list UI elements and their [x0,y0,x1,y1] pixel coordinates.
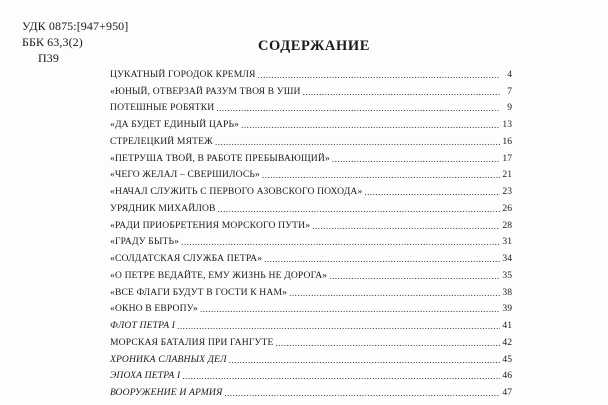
toc-leader-dots [289,287,500,299]
toc-page-number: 17 [502,152,512,164]
toc-leader-dots [264,253,500,265]
toc-entry-title: ВООРУЖЕНИЕ И АРМИЯ [110,387,223,398]
toc-entry-title: «СОЛДАТСКАЯ СЛУЖБА ПЕТРА» [110,253,263,264]
toc-page-number: 9 [507,102,512,114]
toc-leader-dots [329,270,500,282]
toc-page-number: 4 [507,68,512,80]
toc-entry-title: «РАДИ ПРИОБРЕТЕНИЯ МОРСКОГО ПУТИ» [110,219,311,231]
toc-entry-title: УРЯДНИК МИХАЙЛОВ [110,202,216,214]
toc-page-number: 38 [502,286,512,298]
toc-entry-title: ФЛОТ ПЕТРА I [110,320,176,331]
toc-page-number: 7 [507,85,512,97]
toc-page-number: 46 [502,370,512,382]
toc-leader-dots [303,86,500,98]
toc-entry-title: «НАЧАЛ СЛУЖИТЬ С ПЕРВОГО АЗОВСКОГО ПОХОДА» [110,186,363,197]
toc-entry-title: МОРСКАЯ БАТАЛИЯ ПРИ ГАНГУТЕ [110,336,274,348]
page-title: СОДЕРЖАНИЕ [257,38,371,54]
toc-leader-dots [258,69,500,81]
toc-entry-title: «ЧЕГО ЖЕЛАЛ – СВЕРШИЛОСЬ» [110,169,260,181]
toc-entry-title: ХРОНИКА СЛАВНЫХ ДЕЛ [110,353,227,365]
toc-leader-dots [241,119,500,131]
toc-entry-title: «ДА БУДЕТ ЕДИНЫЙ ЦАРЬ» [110,119,240,130]
toc-entry [110,181,512,198]
toc-leader-dots [224,387,500,399]
toc-page-number: 13 [502,119,512,130]
toc-leader-dots [181,236,500,248]
toc-page-number: 39 [502,303,512,315]
toc-entry [110,198,512,215]
toc-page-number: 23 [502,186,512,197]
toc-entry-title: «ПЕТРУША ТВОЙ, В РАБОТЕ ПРЕБЫВАЮЩИЙ» [110,152,330,164]
toc-page-number: 28 [502,219,512,231]
toc-leader-dots [200,303,500,315]
bbk-code: ББК 63,3(2) [22,35,83,49]
toc-entry [110,332,512,349]
toc-entry-title: «ВСЕ ФЛАГИ БУДУТ В ГОСТИ К НАМ» [110,286,288,298]
toc-entry-title: «ГРАДУ БЫТЬ» [110,236,180,248]
toc-page-number: 42 [502,336,512,348]
toc-entry-title: «О ПЕТРЕ ВЕДАЙТЕ, ЕМУ ЖИЗНЬ НЕ ДОРОГА» [110,269,328,281]
toc-entry [110,299,512,316]
toc-leader-dots [364,186,500,198]
toc-entry [110,349,512,366]
toc-page-number: 45 [502,353,512,365]
toc-page-number: 35 [502,269,512,281]
toc-entry [110,114,512,131]
toc-entry [110,265,512,282]
toc-entry [110,248,512,265]
toc-entry-title: «ЮНЫЙ, ОТВЕРЗАЙ РАЗУМ ТВОЯ В УШИ [110,85,301,97]
toc-entry [110,98,512,115]
toc-leader-dots [229,354,500,366]
toc-page-number: 16 [502,135,512,147]
toc-leader-dots [312,220,500,232]
toc-page-number: 34 [502,253,512,264]
author-code: П39 [38,51,59,65]
toc-entry [110,232,512,249]
toc-page-number: 21 [502,169,512,181]
toc-entry [110,148,512,165]
toc-entry-title: «ОКНО В ЕВРОПУ» [110,303,198,315]
toc-leader-dots [276,337,500,349]
toc-leader-dots [262,169,500,181]
toc-entry-title: ПОТЕШНЫЕ РОБЯТКИ [110,102,215,114]
toc-entry [110,81,512,98]
toc-leader-dots [218,203,500,215]
toc-entry [110,366,512,383]
udk-code: УДК 0875:[947+950] [22,19,129,33]
toc-leader-dots [216,102,500,114]
toc-entry [110,382,512,399]
toc-entry [110,64,512,81]
toc-entry-title: ЭПОХА ПЕТРА I [110,370,181,382]
toc-page-number: 41 [502,320,512,331]
table-of-contents [110,64,512,399]
toc-leader-dots [182,370,500,382]
toc-page-number: 26 [502,202,512,214]
toc-entry [110,215,512,232]
toc-leader-dots [215,136,500,148]
toc-page-number: 31 [502,236,512,248]
toc-entry-title: СТРЕЛЕЦКИЙ МЯТЕЖ [110,135,213,147]
toc-entry [110,131,512,148]
toc-entry-title: ЦУКАТНЫЙ ГОРОДОК КРЕМЛЯ [110,68,256,80]
toc-entry [110,282,512,299]
toc-page-number: 47 [502,387,512,398]
toc-leader-dots [332,153,500,165]
toc-leader-dots [177,320,500,332]
toc-entry [110,165,512,182]
toc-entry [110,315,512,332]
